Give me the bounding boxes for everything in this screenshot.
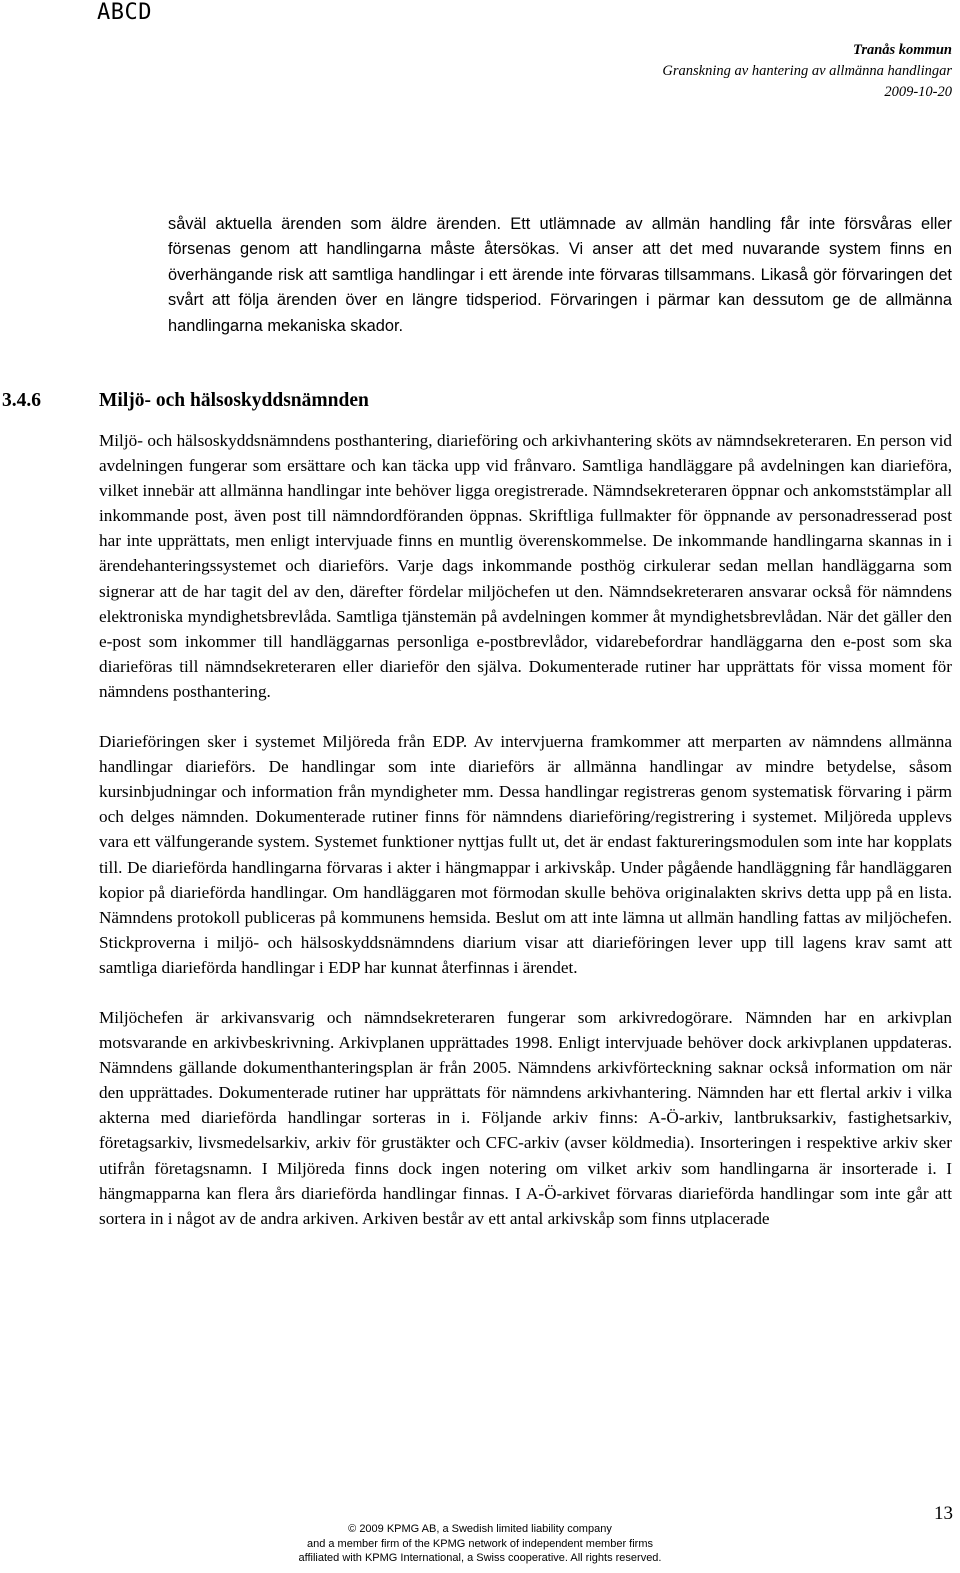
header-date: 2009-10-20 — [884, 84, 952, 100]
continued-section — [168, 212, 952, 339]
body-paragraph-arkivhantering: Miljöchefen är arkivansvarig och nämndsekreteraren fungerar som arkivredogörare. Nämnden har en arkivplan motsvarande en arkivbeskrivning. Arkivplanen upprättades 1998. Enligt intervjuade behöver dock arkivplanen uppdateras. Nämndens gällande dokumenthanteringsplan är från 2005. Nämndens arkivförteckning saknar också information om när den upprättades. Dokumenterade rutiner har upprättats för nämndens arkivhantering. Nämnden har ett flertal arkiv i vilka akterna med diarieförda handlingar sorteras in i. Följande arkiv finns: A-Ö-arkiv, lantbruksarkiv, fastighetsarkiv, företagsarkiv, livsmedelsarkiv, arkiv för grustäkter och CFC-arkiv (avser köldmedia). Insorteringen i respektive arkiv sker utifrån företagsnamn. I Miljöreda finns dock ingen notering om vilket arkiv som handlingarna är insorterade i. I hängmapparna kan flera års diarieförda handlingar finnas. I A-Ö-arkivet förvaras diarieförda handlingar som inte går att sortera in i något av de andra arkiven. Arkiven består av ett antal arkivskåp som finns utplacerade — [99, 1007, 952, 1228]
header-report-title: Granskning av hantering av allmänna handlingar — [662, 63, 952, 79]
section-title: Miljö- och hälsoskyddsnämnden — [99, 390, 369, 411]
document-watermark: ABCD — [97, 0, 152, 25]
footer-copyright: © 2009 KPMG AB, a Swedish limited liability company — [348, 1523, 612, 1535]
page-header — [662, 40, 952, 103]
page-footer — [270, 1522, 690, 1566]
intro-paragraph: såväl aktuella ärenden som äldre ärenden. Ett utlämnade av allmän handling får inte försvåras eller försenas genom att handlingarna måste återsökas. Vi anser att det med nuvarande system finns en överhängande risk att samtliga handlingar i ett ärende inte förvaras tillsammans. Likaså gör förvaringen det svårt att följa ärenden över en längre tidsperiod. Förvaringen i pärmar kan dessutom ge de allmänna handlingarna mekaniska skador. — [168, 215, 952, 335]
section-body — [99, 428, 952, 1256]
section-heading — [2, 390, 369, 412]
page-number: 13 — [934, 1503, 953, 1524]
body-paragraph-posthantering: Miljö- och hälsoskyddsnämndens posthantering, diarieföring och arkivhantering sköts av nämndsekreteraren. En person vid avdelningen fungerar som ersättare och kan täcka upp vid frånvaro. Samtliga handläggare på avdelningen kan diarieföra, vilket innebär att allmänna handlingar inte behöver ligga oregistrerade. Nämndsekreteraren öppnar och ankomststämplar all inkommande post, även post till nämndordföranden öppnas. Skriftliga fullmakter för öppnande av personadresserad post har inte upprättats, men enligt intervjuade finns en muntlig överenskommelse. De inkommande handlingarna skannas in i ärendehanteringssystemet och diarieförs. Varje dags inkommande posthög cirkulerar sedan mellan handläggarna som signerar att de har tagit del av den, därefter fördelar miljöchefen ut den. Nämndsekreteraren ansvarar också för nämndens elektroniska myndighetsbrevlåda. Samtliga tjänstemän på avdelningen kommer åt myndighetsbrevlådan. När det gäller den e-post som inkommer till handläggarnas personliga e-postbrevlådor, vidarebefordrar handläggarna den e-post som ska diarieföras till nämndsekreteraren eller diarieför den själva. Dokumenterade rutiner har upprättats för vissa moment för nämndens posthantering. — [99, 431, 952, 701]
section-number: 3.4.6 — [2, 390, 41, 411]
footer-affiliation: affiliated with KPMG International, a Swiss cooperative. All rights reserved. — [298, 1552, 662, 1564]
header-organization: Tranås kommun — [853, 42, 952, 58]
body-paragraph-diarieforing: Diarieföringen sker i systemet Miljöreda från EDP. Av intervjuerna framkommer att merparten av nämndens allmänna handlingar diarieförs. De handlingar som inte diarieförs är allmänna handlingar av mindre betydelse, såsom kursinbjudningar och information från myndigheter mm. Dessa handlingar registreras genom systematisk förvaring i pärm och delges nämnden. Dokumenterade rutiner finns för nämndens diarieföring/registrering i systemet. Miljöreda upplevs vara ett välfungerande system. Systemet funktioner nyttjas fullt ut, det är endast faktureringsmodulen som inte har kopplats till. De diarieförda handlingarna förvaras i akter i hängmappar i arkivskåp. Under pågående handläggning får handläggaren kopior på diarieförda handlingar. Om handläggaren mot förmodan skulle behöva originalakten skrivs detta upp på en lista. Nämndens protokoll publiceras på kommunens hemsida. Beslut om att inte lämna ut allmän handling fattas av miljöchefen. Stickproverna i miljö- och hälsoskyddsnämndens diarium visar att diarieföringen lever upp till lagens krav samt att samtliga diarieförda handlingar i EDP har kunnat återfinnas i ärendet. — [99, 732, 952, 977]
footer-member-firm: and a member firm of the KPMG network of independent member firms — [306, 1537, 654, 1550]
